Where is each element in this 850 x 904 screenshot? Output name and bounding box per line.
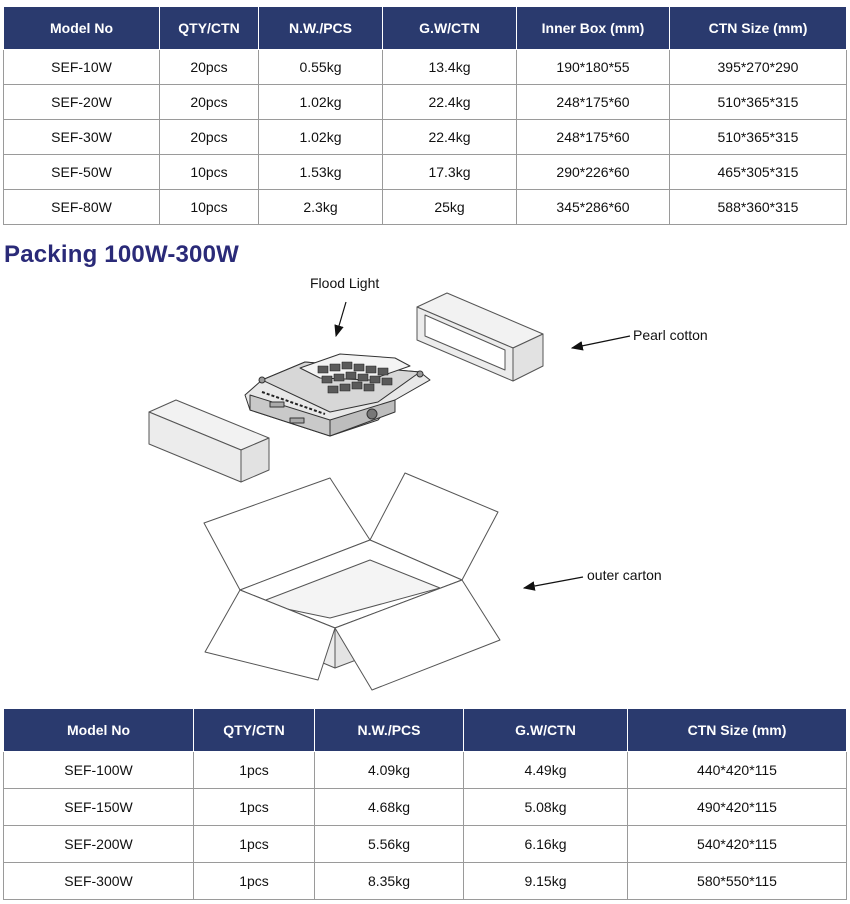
cell-model: SEF-10W — [4, 50, 160, 85]
cell-nw: 1.53kg — [259, 155, 383, 190]
cell-nw: 1.02kg — [259, 85, 383, 120]
packing-table-small — [3, 6, 847, 225]
table-row — [4, 789, 847, 826]
cell-model: SEF-50W — [4, 155, 160, 190]
table-row — [4, 85, 847, 120]
arrow-outer-carton — [524, 577, 583, 588]
header-gw-ctn: G.W/CTN — [383, 7, 517, 50]
cell-gw: 13.4kg — [383, 50, 517, 85]
header-ctn-size: CTN Size (mm) — [670, 7, 847, 50]
cell-ctn-size: 440*420*115 — [628, 752, 847, 789]
packing-table-large — [3, 708, 847, 900]
header-model-no: Model No — [4, 709, 194, 752]
cell-ctn-size: 490*420*115 — [628, 789, 847, 826]
cell-gw: 9.15kg — [464, 863, 628, 900]
label-pearl-cotton: Pearl cotton — [633, 327, 708, 343]
cell-ctn-size: 395*270*290 — [670, 50, 847, 85]
header-inner-box: Inner Box (mm) — [517, 7, 670, 50]
cell-nw: 4.09kg — [315, 752, 464, 789]
table-row — [4, 752, 847, 789]
cell-qty: 20pcs — [160, 85, 259, 120]
cell-gw: 22.4kg — [383, 120, 517, 155]
table-row — [4, 50, 847, 85]
pearl-cotton-block-right — [417, 293, 543, 381]
cell-ctn-size: 588*360*315 — [670, 190, 847, 225]
label-flood-light: Flood Light — [310, 275, 380, 291]
cell-gw: 22.4kg — [383, 85, 517, 120]
cell-model: SEF-200W — [4, 826, 194, 863]
cell-qty: 20pcs — [160, 50, 259, 85]
cell-model: SEF-30W — [4, 120, 160, 155]
table-header-row — [4, 7, 847, 50]
cell-ctn-size: 540*420*115 — [628, 826, 847, 863]
cell-inner-box: 345*286*60 — [517, 190, 670, 225]
pearl-cotton-block-left — [149, 400, 269, 482]
cell-gw: 25kg — [383, 190, 517, 225]
cell-inner-box: 248*175*60 — [517, 120, 670, 155]
cell-ctn-size: 580*550*115 — [628, 863, 847, 900]
table-row — [4, 863, 847, 900]
cell-nw: 1.02kg — [259, 120, 383, 155]
cell-model: SEF-20W — [4, 85, 160, 120]
header-qty-ctn: QTY/CTN — [194, 709, 315, 752]
outer-carton-drawing — [204, 473, 500, 690]
cell-inner-box: 290*226*60 — [517, 155, 670, 190]
header-ctn-size: CTN Size (mm) — [628, 709, 847, 752]
section-title: Packing 100W-300W — [4, 241, 240, 268]
cell-inner-box: 190*180*55 — [517, 50, 670, 85]
table-row — [4, 826, 847, 863]
packing-diagram — [0, 268, 850, 698]
header-gw-ctn: G.W/CTN — [464, 709, 628, 752]
cell-ctn-size: 510*365*315 — [670, 85, 847, 120]
cell-nw: 0.55kg — [259, 50, 383, 85]
cell-nw: 2.3kg — [259, 190, 383, 225]
arrow-pearl-cotton — [572, 336, 630, 348]
cell-gw: 17.3kg — [383, 155, 517, 190]
cell-qty: 1pcs — [194, 752, 315, 789]
cell-model: SEF-80W — [4, 190, 160, 225]
cell-gw: 4.49kg — [464, 752, 628, 789]
cell-qty: 1pcs — [194, 789, 315, 826]
cell-model: SEF-150W — [4, 789, 194, 826]
cell-gw: 5.08kg — [464, 789, 628, 826]
cell-gw: 6.16kg — [464, 826, 628, 863]
cell-model: SEF-100W — [4, 752, 194, 789]
cell-qty: 10pcs — [160, 190, 259, 225]
table-row — [4, 190, 847, 225]
header-qty-ctn: QTY/CTN — [160, 7, 259, 50]
label-outer-carton: outer carton — [587, 567, 662, 583]
cell-qty: 20pcs — [160, 120, 259, 155]
table-row — [4, 120, 847, 155]
cell-qty: 10pcs — [160, 155, 259, 190]
table-row — [4, 155, 847, 190]
cell-qty: 1pcs — [194, 863, 315, 900]
cell-ctn-size: 465*305*315 — [670, 155, 847, 190]
cell-nw: 4.68kg — [315, 789, 464, 826]
flood-light-drawing — [245, 354, 430, 436]
cell-nw: 8.35kg — [315, 863, 464, 900]
cell-inner-box: 248*175*60 — [517, 85, 670, 120]
header-nw-pcs: N.W./PCS — [315, 709, 464, 752]
cell-ctn-size: 510*365*315 — [670, 120, 847, 155]
cell-nw: 5.56kg — [315, 826, 464, 863]
header-nw-pcs: N.W./PCS — [259, 7, 383, 50]
header-model-no: Model No — [4, 7, 160, 50]
table-header-row — [4, 709, 847, 752]
cell-model: SEF-300W — [4, 863, 194, 900]
cell-qty: 1pcs — [194, 826, 315, 863]
arrow-flood-light — [336, 302, 346, 336]
